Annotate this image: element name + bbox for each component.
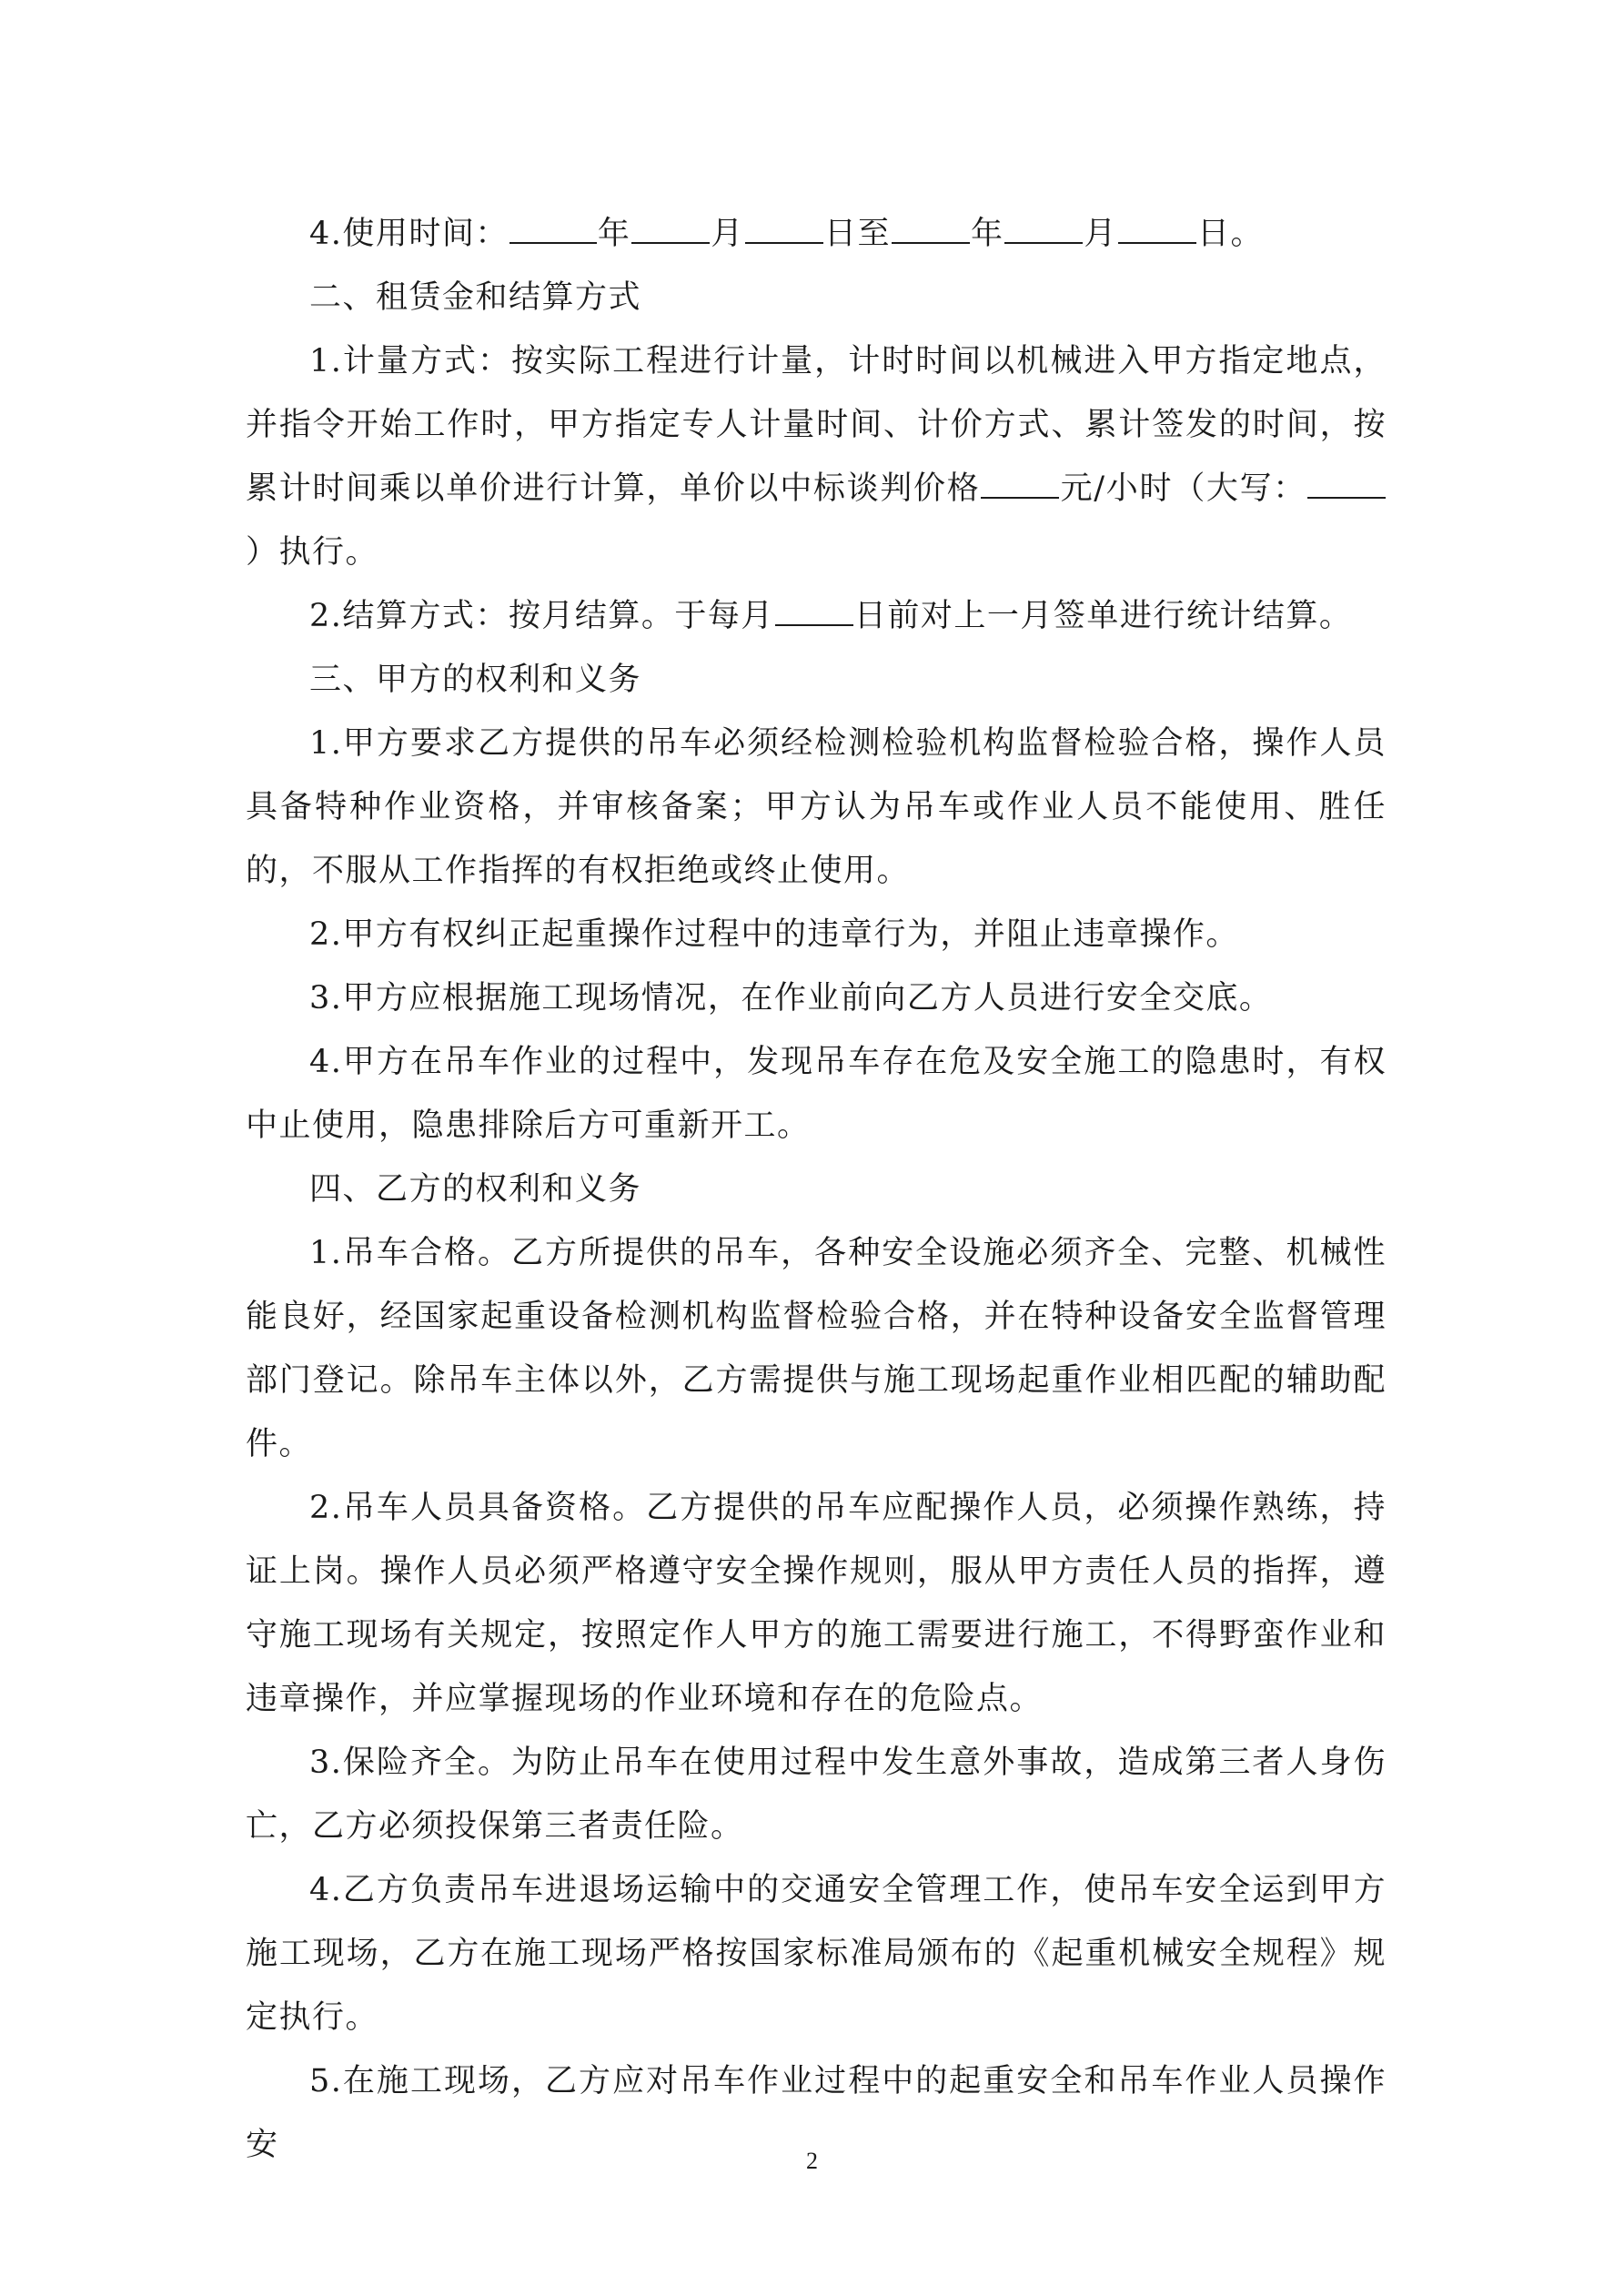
section-heading-party-a: 三、甲方的权利和义务	[309, 662, 642, 698]
start-month-blank	[631, 211, 710, 244]
settlement-day-blank	[775, 593, 853, 626]
party-b-clause-1: 1.吊车合格。乙方所提供的吊车，各种安全设施必须齐全、完整、机械性能良好，经国家起重设备检测机构监督检验合格，并在特种设备安全监督管理部门登记。除吊车主体以外，乙方需提供与施工现场起重作业相匹配的辅助配件。	[246, 1235, 1387, 1462]
metering-method-clause: 1.计量方式：按实际工程进行计量，计时时间以机械进入甲方指定地点，并指令开始工作时，甲方指定专人计量时间、计价方式、累计签发的时间，按累计时间乘以单价进行计算，单价以中标谈判价格 元/小时（大写：）执行。	[246, 343, 1387, 571]
party-a-clause-2: 2.甲方有权纠正起重操作过程中的违章行为，并阻止违章操作。	[309, 916, 1239, 953]
party-b-clause-5: 5.在施工现场，乙方应对吊车作业过程中的起重安全和吊车作业人员操作安	[246, 2063, 1387, 2163]
document-page	[246, 202, 1387, 2177]
party-a-clause-1: 1.甲方要求乙方提供的吊车必须经检测检验机构监督检验合格，操作人员具备特种作业资格，并审核备案；甲方认为吊车或作业人员不能使用、胜任的，不服从工作指挥的有权拒绝或终止使用。	[246, 725, 1387, 889]
party-a-clause-4: 4.甲方在吊车作业的过程中，发现吊车存在危及安全施工的隐患时，有权中止使用，隐患排除后方可重新开工。	[246, 1044, 1387, 1144]
party-b-clause-4: 4.乙方负责吊车进退场运输中的交通安全管理工作，使吊车安全运到甲方施工现场，乙方在施工现场严格按国家标准局颁布的《起重机械安全规程》规定执行。	[246, 1872, 1387, 2036]
unit-price-blank	[981, 466, 1059, 499]
section-heading-rent-settlement: 二、租赁金和结算方式	[309, 279, 642, 316]
usage-time-clause: 4.使用时间： 年 月 日至 年 月 日。	[246, 202, 1387, 266]
page-number: 2	[806, 2148, 818, 2174]
start-year-blank	[509, 211, 597, 244]
section-heading-party-b: 四、乙方的权利和义务	[309, 1171, 642, 1208]
unit-price-capital-blank	[1307, 466, 1386, 499]
party-a-clause-3: 3.甲方应根据施工现场情况，在作业前向乙方人员进行安全交底。	[309, 980, 1273, 1017]
start-day-blank	[745, 211, 823, 244]
end-day-blank	[1118, 211, 1196, 244]
party-b-clause-2: 2.吊车人员具备资格。乙方提供的吊车应配操作人员，必须操作熟练，持证上岗。操作人员必须严格遵守安全操作规则，服从甲方责任人员的指挥，遵守施工现场有关规定，按照定作人甲方的施工需要进行施工，不得野蛮作业和违章操作，并应掌握现场的作业环境和存在的危险点。	[246, 1490, 1387, 1717]
end-month-blank	[1004, 211, 1083, 244]
settlement-method-clause: 2.结算方式：按月结算。于每月 日前对上一月签单进行统计结算。	[246, 584, 1387, 648]
party-b-clause-3: 3.保险齐全。为防止吊车在使用过程中发生意外事故，造成第三者人身伤亡，乙方必须投保第三者责任险。	[246, 1745, 1387, 1845]
end-year-blank	[892, 211, 970, 244]
